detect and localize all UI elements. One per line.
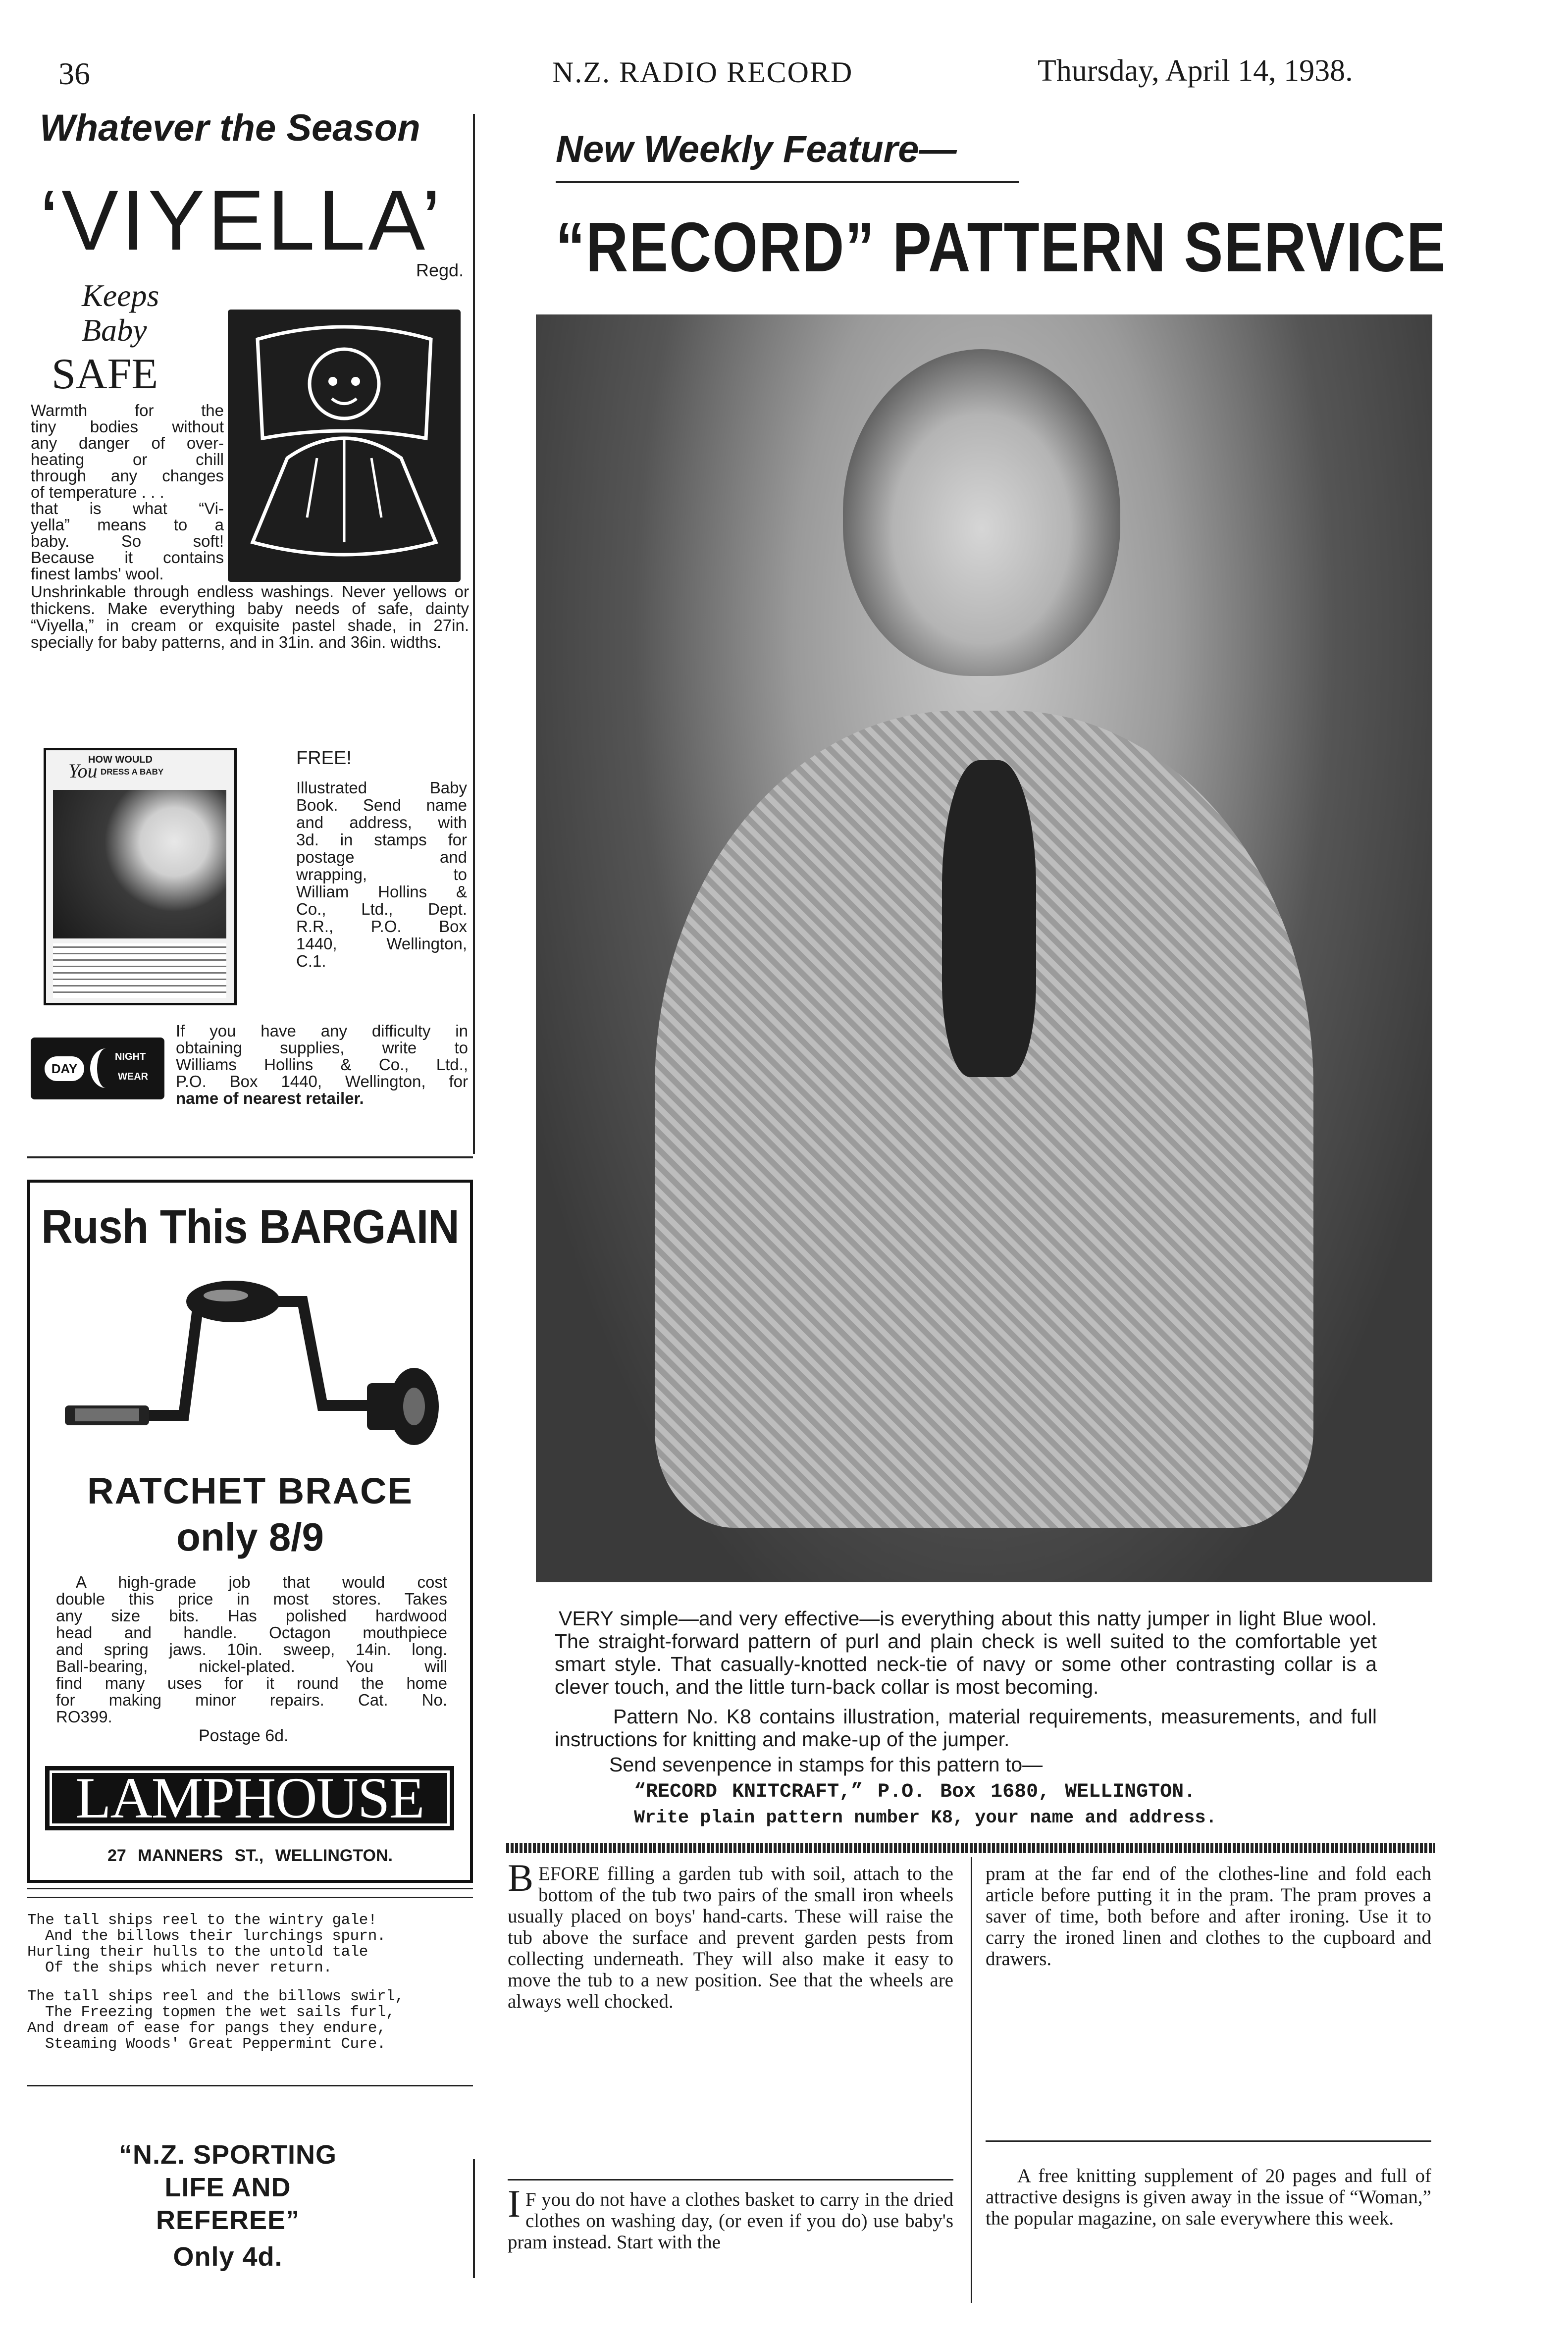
viyella-tagline: Whatever the Season (40, 107, 420, 149)
order-address: “RECORD KNITCRAFT,” P.O. Box 1680, WELLINGTON. (634, 1781, 1196, 1803)
difficulty-line: name of nearest retailer. (176, 1089, 364, 1107)
product-price: only 8/9 (176, 1515, 324, 1559)
lamphouse-ad (27, 1180, 473, 1883)
viyella-line: Because it contains (31, 548, 224, 567)
poem-spacer (27, 1976, 473, 1989)
free-line: Book. Send name (296, 796, 467, 814)
model-head (843, 349, 1120, 676)
mother-baby-image (53, 790, 226, 938)
viyella-baby: Baby (82, 312, 147, 348)
postage-note: Postage 6d. (199, 1726, 289, 1745)
section-divider (27, 2085, 473, 2086)
hint-divider (508, 2179, 953, 2181)
column-rule-left (473, 114, 475, 1154)
day-night-wear-logo (31, 1038, 164, 1099)
column-rule-lower-left (473, 2159, 475, 2278)
product-line: A high-grade job that would cost (76, 1573, 447, 1591)
viyella-keeps: Keeps (82, 278, 159, 313)
hint-knitting-supplement: A free knitting supplement of 20 pages and full of attractive designs is given away in the issue of “Woman,” the popular magazine, on sale everywhere this week. (986, 2165, 1431, 2229)
difficulty-text (176, 1023, 468, 1107)
viyella-line: finest lambs' wool. (31, 565, 164, 583)
viyella-line: heating or chill (31, 450, 224, 468)
poem-line: The Freezing topmen the wet sails furl, (45, 2004, 395, 2021)
product-line: double this price in most stores. Takes (56, 1590, 447, 1608)
free-line: and address, with (296, 813, 467, 831)
book-lower-image (53, 943, 226, 998)
jumper-model-photo (536, 314, 1432, 1582)
ratchet-brace-icon (55, 1257, 446, 1465)
hint-clothes-basket-text: F you do not have a clothes basket to carry in the dried clothes on washing day, (or even if you do) use baby's pram instead. Start with the (508, 2189, 953, 2253)
difficulty-line: obtaining supplies, write to (176, 1039, 468, 1057)
viyella-safe: SAFE (52, 350, 158, 398)
free-line: postage and (296, 848, 467, 866)
model-necktie (942, 760, 1036, 1077)
logo-day-label: DAY (45, 1056, 84, 1081)
baby-book-illustration (44, 748, 237, 1005)
section-divider (27, 1888, 473, 1889)
sporting-line: “N.Z. SPORTING (118, 2140, 337, 2170)
viyella-line: through any changes (31, 467, 224, 485)
sporting-life-ad (79, 2138, 376, 2273)
feature-headline: “RECORD” PATTERN SERVICE (556, 208, 1447, 287)
baby-outline-icon (228, 310, 461, 582)
hint-divider (986, 2140, 1431, 2142)
crescent-moon-icon (90, 1048, 122, 1088)
pattern-info: Pattern No. K8 contains illustration, material requirements, measurements, and full instructions for knitting and make-up of the jumper. (555, 1705, 1377, 1751)
difficulty-line: If you have any difficulty in (176, 1022, 468, 1040)
issue-date: Thursday, April 14, 1938. (1038, 54, 1353, 88)
section-divider (27, 1156, 473, 1158)
hint-clothes-basket (508, 2182, 953, 2253)
sporting-line: REFEREE” (156, 2205, 300, 2235)
viyella-line: Warmth for the (31, 401, 224, 419)
free-line: 1440, Wellington, (296, 935, 467, 953)
hints-column-rule (971, 1857, 972, 2303)
book-title-script: You (68, 760, 98, 782)
free-line: wrapping, to (296, 865, 467, 883)
poem-line: Steaming Woods' Great Peppermint Cure. (45, 2035, 386, 2053)
poem-line: And the billows their lurchings spurn. (45, 1927, 386, 1945)
poem-line: The tall ships reel and the billows swirl, (27, 1988, 404, 2005)
lamphouse-logo: LAMPHOUSE (45, 1766, 454, 1830)
product-line: for making minor repairs. Cat. No. (56, 1691, 447, 1709)
sporting-price: Only 4d. (173, 2242, 283, 2272)
publication-name: N.Z. RADIO RECORD (552, 56, 853, 89)
viyella-line: baby. So soft! (31, 532, 224, 550)
feature-kicker: New Weekly Feature— (556, 128, 957, 170)
free-line: Co., Ltd., Dept. (296, 900, 467, 918)
product-line: any size bits. Has polished hardwood (56, 1607, 447, 1625)
product-line: Ball-bearing, nickel-plated. You will (56, 1657, 447, 1675)
free-line: 3d. in stamps for (296, 831, 467, 849)
free-offer-text (296, 779, 467, 970)
book-title-line: HOW WOULD (88, 754, 153, 765)
dropcap-b: B (508, 1856, 534, 1899)
sporting-line: LIFE AND (164, 2173, 291, 2202)
hint-garden-tub-text: EFORE filling a garden tub with soil, attach to the bottom of the tub two pairs of the small iron wheels usually placed on boys' hand-carts. These will raise the tub above the surface and prevent garden pests from collecting underneath. They will also make it easy to move the tub to a new position. See that the wheels are always well chocked. (508, 1863, 953, 2012)
send-instructions: Send sevenpence in stamps for this pattern to— (609, 1753, 1043, 1776)
book-title-line: DRESS A BABY (101, 767, 164, 777)
hint-pram: pram at the far end of the clothes-line and fold each article before putting it in the pram. The pram proves a saver of time, both before and after ironing. Use it to carry the ironed linen and clothes to the cupboard and drawers. (986, 1863, 1431, 1970)
product-line: and spring jaws. 10in. sweep, 14in. long. (56, 1640, 447, 1659)
product-line: RO399. (56, 1708, 112, 1726)
logo-wear-label: WEAR (118, 1071, 149, 1082)
free-line: C.1. (296, 952, 326, 970)
poem-line: And dream of ease for pangs they endure, (27, 2020, 386, 2037)
viyella-line: yella” means to a (31, 516, 224, 534)
viyella-line: any danger of over- (31, 434, 224, 452)
lamphouse-address: 27 MANNERS ST., WELLINGTON. (107, 1846, 393, 1865)
peppermint-poem (27, 1913, 473, 2052)
logo-night-label: NIGHT (115, 1051, 146, 1062)
difficulty-line: P.O. Box 1440, Wellington, for (176, 1072, 468, 1091)
viyella-line: that is what “Vi- (31, 499, 224, 518)
baby-illustration (228, 310, 461, 582)
dropcap-i: I (508, 2182, 521, 2225)
viyella-body-narrow (31, 402, 224, 582)
section-divider (27, 1897, 473, 1898)
viyella-body-wide: Unshrinkable through endless washings. Never yellows or thickens. Make everything baby needs of safe, dainty “Viyella,” in cream or exquisite pastel shade, in 27in. specially for baby patterns, and in 31in. and 36in. widths. (31, 582, 469, 651)
order-write-note: Write plain pattern number K8, your name and address. (634, 1808, 1217, 1828)
free-line: William Hollins & (296, 883, 467, 901)
lamphouse-headline: Rush This BARGAIN (41, 1199, 459, 1253)
feature-caption: VERY simple—and very effective—is everything about this natty jumper in light Blue wool. The straight-forward pattern of purl and plain check is well suited to the comfortable yet smart style. That casually-knotted neck-tie of navy or some other contrasting collar is a clever touch, and the little turn-back collar is most becoming. (555, 1607, 1377, 1698)
viyella-brand: ‘VIYELLA’ (40, 173, 444, 268)
viyella-line: of temperature . . . (31, 483, 164, 501)
page-number: 36 (58, 56, 90, 91)
product-line: find many uses for it round the home (56, 1674, 447, 1692)
free-line: R.R., P.O. Box (296, 917, 467, 935)
poem-line: The tall ships reel to the wintry gale! (27, 1912, 377, 1929)
poem-line: Hurling their hulls to the untold tale (27, 1943, 368, 1961)
hint-garden-tub (508, 1856, 953, 2012)
poem-line: Of the ships which never return. (45, 1959, 332, 1976)
free-line: Illustrated Baby (296, 779, 467, 797)
product-name: RATCHET BRACE (87, 1470, 413, 1511)
viyella-line: tiny bodies without (31, 417, 224, 436)
viyella-regd: Regd. (416, 260, 464, 280)
difficulty-line: Williams Hollins & Co., Ltd., (176, 1055, 468, 1074)
feature-divider (506, 1843, 1435, 1853)
product-description (56, 1574, 447, 1725)
free-heading: FREE! (296, 748, 352, 769)
product-line: head and handle. Octagon mouthpiece (56, 1623, 447, 1642)
kicker-underline (556, 181, 1019, 183)
